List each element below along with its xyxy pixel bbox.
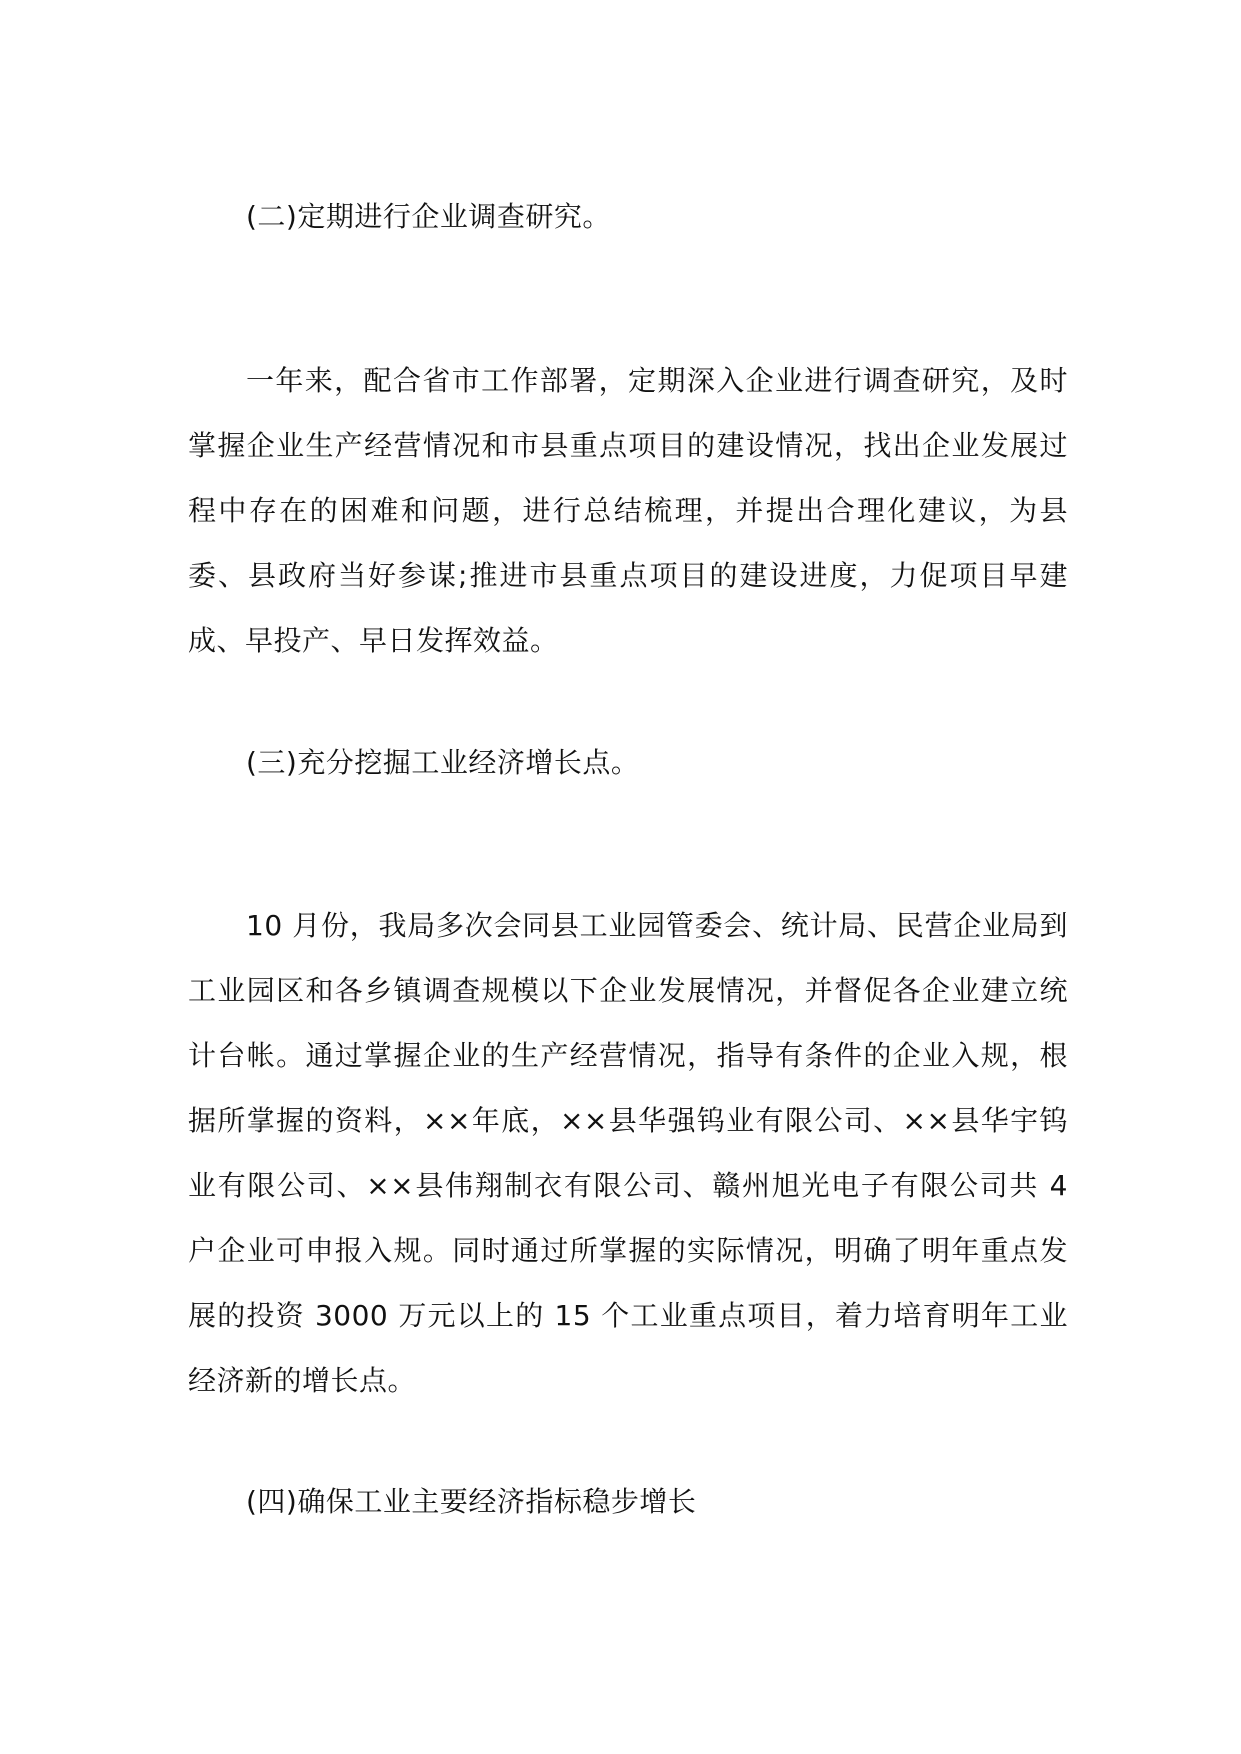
section-paragraph-3: 10 月份，我局多次会同县工业园管委会、统计局、民营企业局到工业园区和各乡镇调查规模以下企业发展情况，并督促各企业建立统计台帐。通过掌握企业的生产经营情况，指导有条件的企业入规，根据所掌握的资料，××年底，××县华强钨业有限公司、××县华宇钨业有限公司、××县伟翔制衣有限公司、赣州旭光电子有限公司共 4 户企业可申报入规。同时通过所掌握的实际情况，明确了明年重点发展的投资 3000 万元以上的 15 个工业重点项目，着力培育明年工业经济新的增长点。 — [188, 909, 1068, 1397]
section-heading-2: (二)定期进行企业调查研究。 — [246, 200, 611, 233]
section-paragraph-2: 一年来，配合省市工作部署，定期深入企业进行调查研究，及时掌握企业生产经营情况和市县重点项目的建设情况，找出企业发展过程中存在的困难和问题，进行总结梳理，并提出合理化建议，为县委、县政府当好参谋;推进市县重点项目的建设进度，力促项目早建成、早投产、早日发挥效益。 — [188, 364, 1068, 657]
section-heading-4: (四)确保工业主要经济指标稳步增长 — [246, 1485, 697, 1518]
section-heading-3: (三)充分挖掘工业经济增长点。 — [246, 746, 640, 779]
